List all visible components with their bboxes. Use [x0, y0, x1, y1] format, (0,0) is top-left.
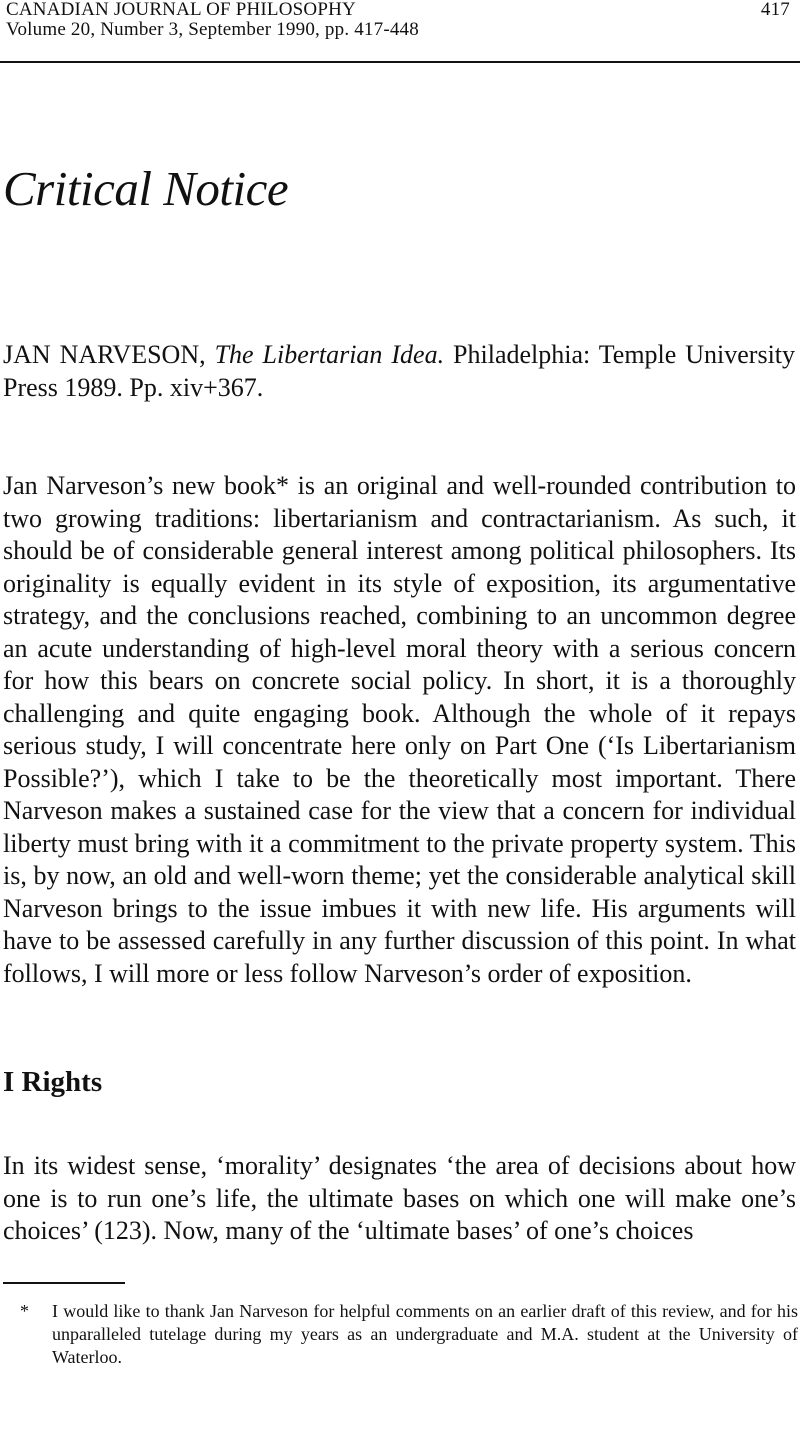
notice-title: Critical Notice: [3, 161, 289, 216]
citation-author: JAN NARVESON,: [3, 340, 206, 369]
footnote-marker: *: [20, 1301, 29, 1321]
footnote-text: I would like to thank Jan Narveson for helpful comments on an earlier draft of this review, and for his unparalleled tutelage during my years as an undergraduate and M.A. student at the University of Waterloo.: [52, 1301, 798, 1367]
book-citation: [3, 339, 795, 404]
paragraph-rights: In its widest sense, ‘morality’ designates ‘the area of decisions about how one is to run one’s life, the ultimate bases on which one will make one’s choices’ (123). Now, many of the ‘ultimate bases’ of one’s choices: [3, 1151, 796, 1245]
running-head: [6, 0, 794, 40]
footnote-rule: [3, 1282, 125, 1284]
journal-title: CANADIAN JOURNAL OF PHILOSOPHY: [6, 0, 356, 20]
citation-book-title: The Libertarian Idea.: [214, 340, 445, 369]
citation-publication: Philadelphia: Temple University Press 1989. Pp. xiv+367.: [3, 340, 796, 402]
page-number: 417: [760, 0, 790, 20]
issue-line: Volume 20, Number 3, September 1990, pp. 417-448: [6, 19, 419, 40]
paragraph-intro: Jan Narveson’s new book* is an original and well-rounded contribution to two growing traditions: libertarianism and contractarianism. As such, it should be of considerable general interest among political philosophers. Its originality is equally evident in its style of exposition, its argumentative strategy, and the conclusions reached, combining to an uncommon degree an acute understanding of high-level moral theory with a serious concern for how this bears on concrete social policy. In short, it is a thoroughly challenging and quite engaging book. Although the whole of it repays serious study, I will concentrate here only on Part One (‘Is Libertarianism Possible?’), which I take to be the theoretically most important. There Narveson makes a sustained case for the view that a concern for individual liberty must bring with it a commitment to the private property system. This is, by now, an old and well-worn theme; yet the considerable analytical skill Narveson brings to the issue imbues it with new life. His arguments will have to be assessed carefully in any further discussion of this point. In what follows, I will more or less follow Narveson’s order of exposition.: [3, 471, 796, 988]
header-rule: [0, 61, 800, 63]
section-heading-rights: I Rights: [3, 1066, 103, 1098]
footnote: [20, 1300, 798, 1369]
